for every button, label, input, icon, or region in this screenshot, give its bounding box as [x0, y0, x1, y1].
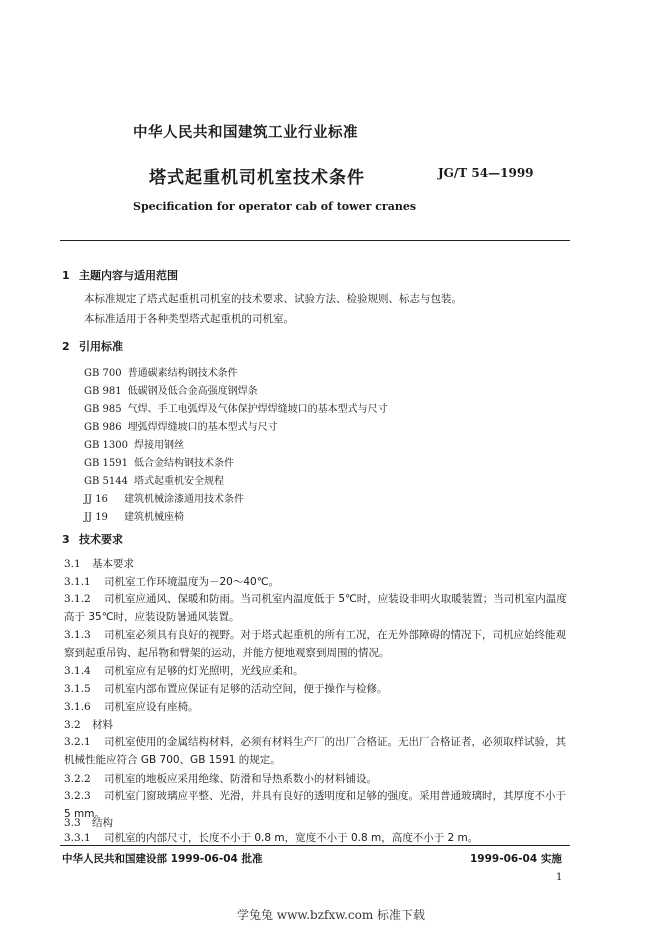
reference-title: 低碳钢及低合金高强度钢焊条: [127, 386, 258, 397]
watermark-tagline: 标准下载: [377, 908, 426, 922]
section-number: 3: [62, 533, 70, 546]
section-1-paragraph: 本标准规定了塔式起重机司机室的技术要求、试验方法、检验规则、标志与包装。: [84, 293, 462, 305]
clause-text: 司机室使用的金属结构材料，必须有材料生产厂的出厂合格证。无出厂合格证者，必须取样试验，其机械性能应符合 GB 700、GB 1591 的规定。: [64, 736, 566, 766]
clause-3-1-2: [64, 590, 570, 626]
reference-title: 普通碳素结构钢技术条件: [127, 368, 238, 379]
subsection-3-1: [64, 556, 134, 571]
standard-code: JG/T 54—1999: [438, 166, 534, 180]
clause-number: 3.1.3: [64, 629, 91, 641]
section-3-heading: [62, 531, 123, 547]
clause-3-1-5: [64, 681, 388, 696]
clause-3-1-1: [64, 574, 279, 589]
approval-note: 中华人民共和国建设部 1999-06-04 批准: [62, 853, 263, 865]
clause-text: 司机室内部布置应保证有足够的活动空间，便于操作与检修。: [104, 683, 388, 695]
reference-code: JJ 19: [84, 512, 108, 523]
clause-text: 司机室的地板应采用绝缘、防滑和导热系数小的材料铺设。: [104, 773, 377, 785]
footer-divider: [60, 845, 570, 846]
reference-code: GB 700: [84, 368, 122, 379]
clause-text: 司机室应有足够的灯光照明，光线应柔和。: [104, 665, 304, 677]
clause-number: 3.2.1: [64, 736, 91, 748]
reference-title: 建筑机械座椅: [124, 512, 184, 523]
clause-number: 3.1.5: [64, 683, 91, 695]
reference-title: 低合金结构钢技术条件: [133, 458, 234, 469]
clause-3-3-1: [64, 830, 478, 845]
clause-3-2-3: [64, 787, 570, 823]
reference-item: [84, 418, 278, 433]
watermark: [0, 906, 662, 923]
section-2-heading: [62, 338, 123, 354]
watermark-url[interactable]: www.bzfxw.com: [276, 908, 374, 922]
clause-number: 3.2: [64, 719, 81, 731]
page-number: 1: [556, 872, 563, 883]
clause-number: 3.3: [64, 817, 81, 829]
implementation-date: 1999-06-04 实施: [470, 853, 562, 865]
subsection-title: 材料: [92, 719, 113, 731]
reference-item: [84, 454, 234, 469]
subsection-title: 结构: [92, 817, 113, 829]
clause-3-1-4: [64, 663, 304, 678]
reference-item: [84, 472, 224, 487]
watermark-site-name: 学兔兔: [236, 908, 273, 922]
section-number: 2: [62, 340, 70, 353]
clause-number: 3.1.1: [64, 576, 91, 588]
document-title: 塔式起重机司机室技术条件: [149, 168, 365, 188]
clause-3-2-1: [64, 733, 570, 769]
section-number: 1: [62, 269, 70, 282]
reference-title: 气焊、手工电弧焊及气体保护焊焊缝坡口的基本型式与尺寸: [127, 404, 388, 415]
reference-item: [84, 508, 184, 523]
section-title: 主题内容与适用范围: [79, 269, 178, 282]
clause-text: 司机室必须具有良好的视野。对于塔式起重机的所有工况，在无外部障碍的情况下，司机应始终能观察到起重吊钩、起吊物和臂架的运动，并能方便地观察到周围的情况。: [64, 629, 566, 659]
clause-text: 司机室的内部尺寸，长度不小于 0.8 m，宽度不小于 0.8 m，高度不小于 2 m。: [104, 832, 479, 844]
clause-number: 3.1: [64, 558, 81, 570]
clause-text: 司机室工作环境温度为－20～40℃。: [104, 576, 280, 588]
reference-code: GB 5144: [84, 476, 128, 487]
clause-number: 3.1.4: [64, 665, 91, 677]
reference-code: GB 986: [84, 422, 122, 433]
english-title: Specification for operator cab of tower cranes: [133, 200, 417, 213]
clause-number: 3.3.1: [64, 832, 91, 844]
section-title: 引用标准: [79, 340, 123, 353]
reference-code: GB 985: [84, 404, 122, 415]
reference-item: [84, 364, 238, 379]
section-1-paragraph: 本标准适用于各种类型塔式起重机的司机室。: [84, 313, 294, 325]
reference-code: GB 1300: [84, 440, 128, 451]
reference-item: [84, 490, 244, 505]
reference-item: [84, 400, 388, 415]
reference-title: 焊接用钢丝: [133, 440, 184, 451]
reference-code: JJ 16: [84, 494, 108, 505]
section-1-heading: [62, 267, 178, 283]
reference-item: [84, 436, 184, 451]
clause-3-1-6: [64, 699, 199, 714]
clause-3-1-3: [64, 626, 570, 662]
subsection-3-2: [64, 717, 113, 732]
reference-item: [84, 382, 258, 397]
section-title: 技术要求: [79, 533, 123, 546]
clause-text: 司机室应通风、保暖和防雨。当司机室内温度低于 5℃时，应装设非明火取暖装置；当司机室内温度高于 35℃时，应装设防暑通风装置。: [64, 593, 567, 623]
subsection-3-3: [64, 815, 113, 830]
reference-title: 建筑机械涂漆通用技术条件: [124, 494, 244, 505]
clause-3-2-2: [64, 771, 377, 786]
subsection-title: 基本要求: [92, 558, 134, 570]
clause-text: 司机室门窗玻璃应平整、光滑，并具有良好的透明度和足够的强度。采用普通玻璃时，其厚度不小于 5 mm。: [64, 790, 566, 820]
header-divider: [60, 240, 570, 241]
reference-title: 塔式起重机安全规程: [133, 476, 224, 487]
clause-number: 3.2.2: [64, 773, 91, 785]
reference-code: GB 981: [84, 386, 122, 397]
clause-number: 3.2.3: [64, 790, 91, 802]
clause-number: 3.1.6: [64, 701, 91, 713]
issuing-organization: 中华人民共和国建筑工业行业标准: [133, 125, 358, 141]
reference-code: GB 1591: [84, 458, 128, 469]
clause-text: 司机室应设有座椅。: [104, 701, 199, 713]
reference-title: 埋弧焊焊缝坡口的基本型式与尺寸: [127, 422, 278, 433]
clause-number: 3.1.2: [64, 593, 91, 605]
